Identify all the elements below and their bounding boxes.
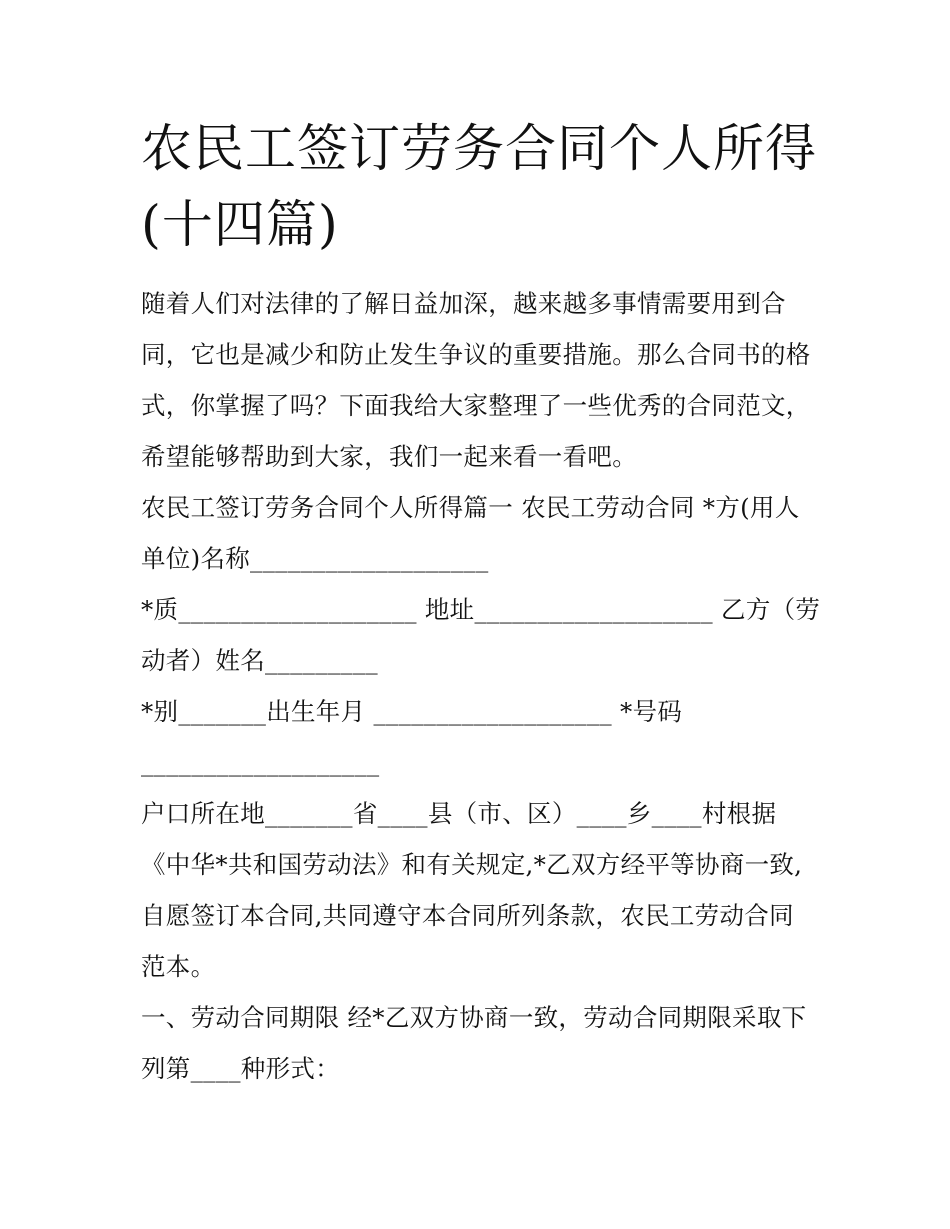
- body-line: 《中华*共和国劳动法》和有关规定,*乙双方经平等协商一致,: [141, 850, 803, 879]
- body-line: 户口所在地_______省____县（市、区）____乡____村根据: [141, 799, 777, 828]
- body-line: 一、劳动合同期限 经*乙双方协商一致，劳动合同期限采取下: [141, 1003, 807, 1032]
- body-line: 自愿签订本合同,共同遵守本合同所列条款，农民工劳动合同: [141, 901, 794, 930]
- document-title: [141, 112, 841, 264]
- document-body: [141, 278, 821, 1094]
- body-line: ___________________: [141, 748, 380, 777]
- title-line-2: (十四篇): [141, 196, 339, 255]
- body-line: *质___________________ 地址___________________ 乙方（劳: [141, 595, 821, 624]
- body-line: 同，它也是减少和防止发生争议的重要措施。那么合同书的格: [141, 340, 811, 369]
- body-line: *别_______出生年月 ___________________ *号码: [141, 697, 683, 726]
- body-line: 农民工签订劳务合同个人所得篇一 农民工劳动合同 *方(用人: [141, 493, 800, 522]
- body-line: 随着人们对法律的了解日益加深，越来越多事情需要用到合: [141, 289, 786, 318]
- title-line-1: 农民工签订劳务合同个人所得: [141, 120, 818, 179]
- body-line: 式，你掌握了吗？下面我给大家整理了一些优秀的合同范文，: [141, 391, 811, 420]
- body-line: 单位)名称___________________: [141, 544, 489, 573]
- body-line: 动者）姓名_________: [141, 646, 378, 675]
- body-line: 范本。: [141, 952, 216, 981]
- body-line: 希望能够帮助到大家，我们一起来看一看吧。: [141, 442, 637, 471]
- body-line: 列第____种形式：: [141, 1054, 340, 1083]
